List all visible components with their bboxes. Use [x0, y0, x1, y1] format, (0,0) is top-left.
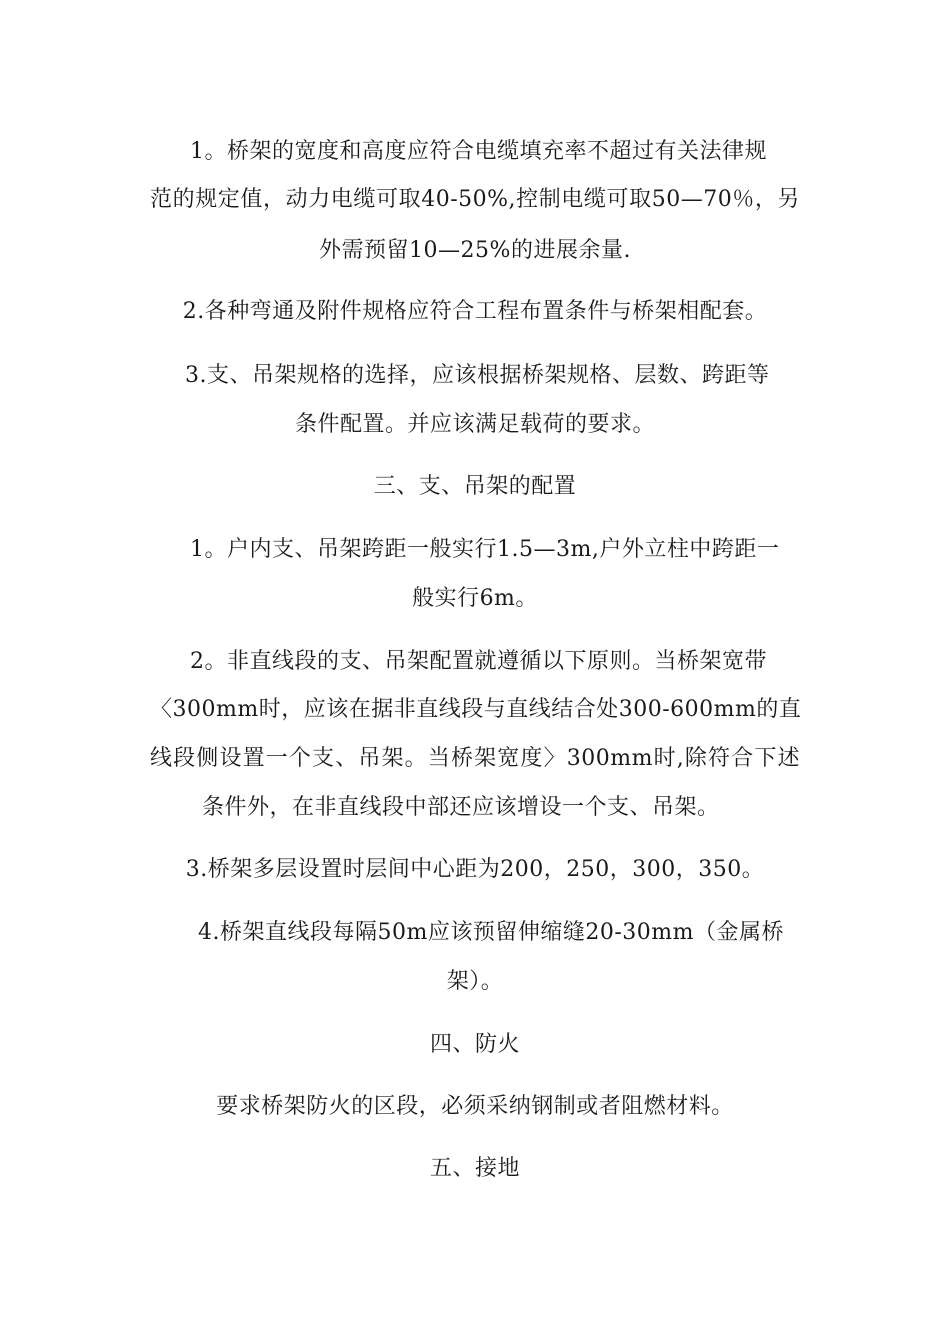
text-line-8: 1。户内支、吊架跨距一般实行1.5—3m,户外立柱中跨距一 [190, 537, 780, 562]
text-line-13: 条件外，在非直线段中部还应该增设一个支、吊架。 [202, 795, 720, 820]
text-line-5: 3.支、吊架规格的选择，应该根据桥架规格、层数、跨距等 [185, 363, 770, 388]
section-heading-3: 三、支、吊架的配置 [373, 474, 577, 499]
text-line-9: 般实行6m。 [412, 586, 538, 611]
text-line-14: 3.桥架多层设置时层间中心距为200，250，300，350。 [185, 857, 765, 882]
text-line-6: 条件配置。并应该满足载荷的要求。 [294, 412, 655, 437]
text-line-12: 线段侧设置一个支、吊架。当桥架宽度〉300mm时,除符合下述 [150, 746, 800, 771]
text-line-11: 〈300mm时，应该在据非直线段与直线结合处300-600mm的直 [150, 697, 802, 722]
text-line-1: 1。桥架的宽度和高度应符合电缆填充率不超过有关法律规 [190, 139, 767, 164]
text-line-4: 2.各种弯通及附件规格应符合工程布置条件与桥架相配套。 [182, 299, 768, 324]
section-heading-4: 四、防火 [429, 1032, 520, 1057]
text-line-15: 4.桥架直线段每隔50m应该预留伸缩缝20-30mm（金属桥 [198, 920, 784, 945]
section-heading-5: 五、接地 [429, 1156, 520, 1181]
text-line-16: 架）。 [446, 969, 504, 994]
text-line-18: 要求桥架防火的区段，必须采纳钢制或者阻燃材料。 [216, 1094, 734, 1119]
text-line-2: 范的规定值，动力电缆可取40-50%,控制电缆可取50—70％，另 [150, 187, 800, 212]
text-line-10: 2。非直线段的支、吊架配置就遵循以下原则。当桥架宽带 [190, 649, 767, 674]
text-line-3: 外需预留10—25%的进展余量. [319, 238, 631, 263]
